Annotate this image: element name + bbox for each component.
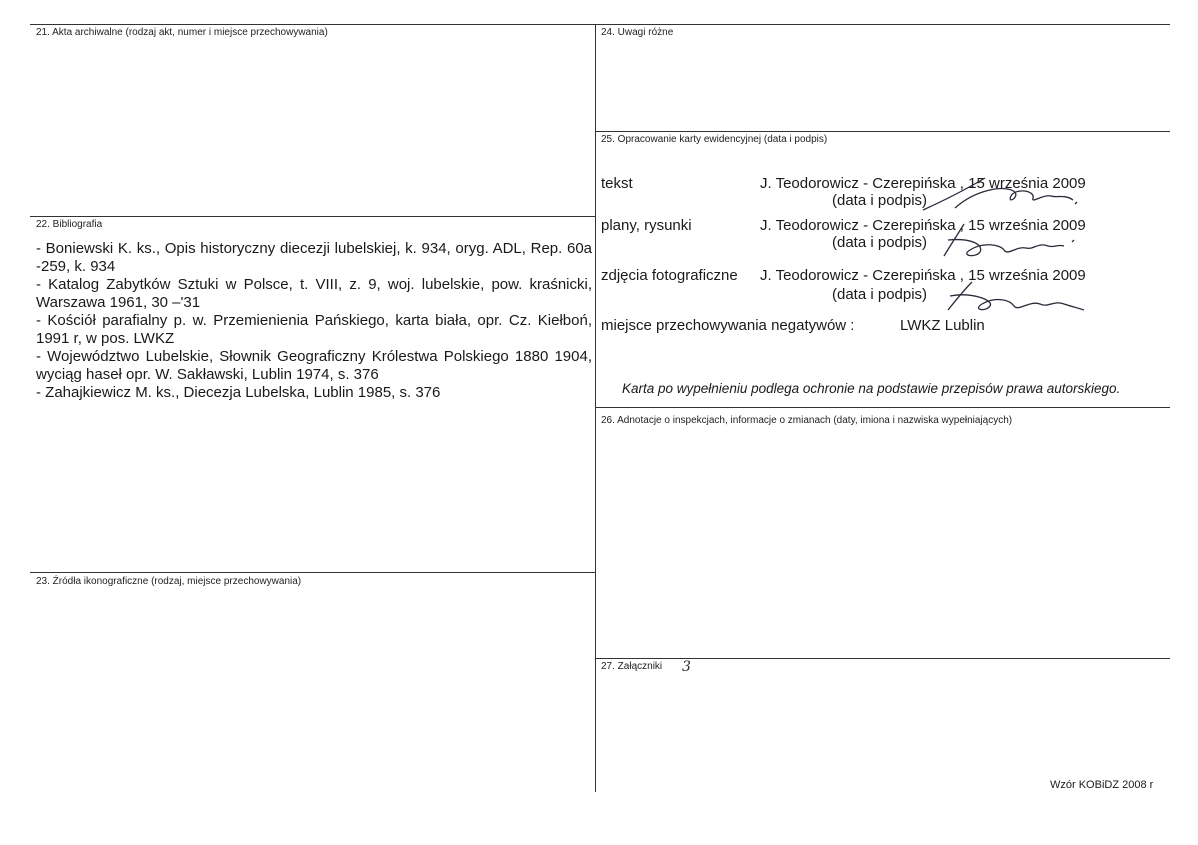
signature-image — [915, 170, 1085, 214]
section-22-label: 22. Bibliografia — [36, 219, 103, 230]
rule-26 — [595, 407, 1170, 408]
section-21-label: 21. Akta archiwalne (rodzaj akt, numer i miejsce przechowywania) — [36, 27, 328, 38]
signature-image — [938, 276, 1098, 316]
prep-row-sub: (data i podpis) — [832, 234, 928, 251]
top-rule — [30, 24, 1170, 25]
rule-23 — [30, 572, 595, 573]
negatives-value: LWKZ Lublin — [900, 317, 985, 334]
prep-row-kind: tekst — [601, 175, 633, 192]
prep-row-author: J. Teodorowicz - Czerepińska , 15 września 2009 — [760, 175, 1086, 192]
section-25-label: 25. Opracowanie karty ewidencyjnej (data i podpis) — [601, 134, 828, 145]
section-24-label: 24. Uwagi różne — [601, 27, 674, 38]
section-26-label: 26. Adnotacje o inspekcjach, informacje o zmianach (daty, imiona i nazwiska wypełniających) — [601, 415, 1013, 426]
prep-row-kind: plany, rysunki — [601, 217, 692, 234]
copyright-note: Karta po wypełnieniu podlega ochronie na podstawie przepisów prawa autorskiego. — [622, 381, 1121, 396]
rule-25 — [595, 131, 1170, 132]
prep-row-sub: (data i podpis) — [832, 286, 928, 303]
section-23-label: 23. Źródła ikonograficzne (rodzaj, miejsce przechowywania) — [36, 576, 302, 587]
negatives-label: miejsce przechowywania negatywów : — [601, 317, 855, 334]
bibliography-list — [36, 240, 592, 402]
rule-22 — [30, 216, 595, 217]
signature-image — [930, 216, 1090, 262]
section-27-label: 27. Załączniki — [601, 661, 663, 672]
form-template-label: Wzór KOBiDZ 2008 r — [1050, 779, 1154, 791]
prep-row-kind: zdjęcia fotograficzne — [601, 267, 738, 284]
attachments-count: 3 — [682, 659, 691, 675]
prep-row-sub: (data i podpis) — [832, 192, 928, 209]
center-divider — [595, 24, 596, 792]
bibliography-item: - Katalog Zabytków Sztuki w Polsce, t. VIII, z. 9, woj. lubelskie, pow. kraśnicki, Warszawa 1961, 30 –'31 — [36, 276, 592, 311]
bibliography-item: - Boniewski K. ks., Opis historyczny diecezji lubelskiej, k. 934, oryg. ADL, Rep. 60a -259, k. 934 — [36, 240, 592, 275]
bibliography-item: - Kościół parafialny p. w. Przemienienia Pańskiego, karta biała, opr. Cz. Kiełboń, 1991 r, w pos. LWKZ — [36, 312, 592, 347]
prep-row-author: J. Teodorowicz - Czerepińska , 15 września 2009 — [760, 267, 1086, 284]
bibliography-item: - Zahajkiewicz M. ks., Diecezja Lubelska, Lublin 1985, s. 376 — [36, 384, 441, 401]
bibliography-item: - Województwo Lubelskie, Słownik Geograficzny Królestwa Polskiego 1880 1904, wyciąg haseł opr. W. Sakławski, Lublin 1974, s. 376 — [36, 348, 592, 383]
prep-row-author: J. Teodorowicz - Czerepińska , 15 września 2009 — [760, 217, 1086, 234]
